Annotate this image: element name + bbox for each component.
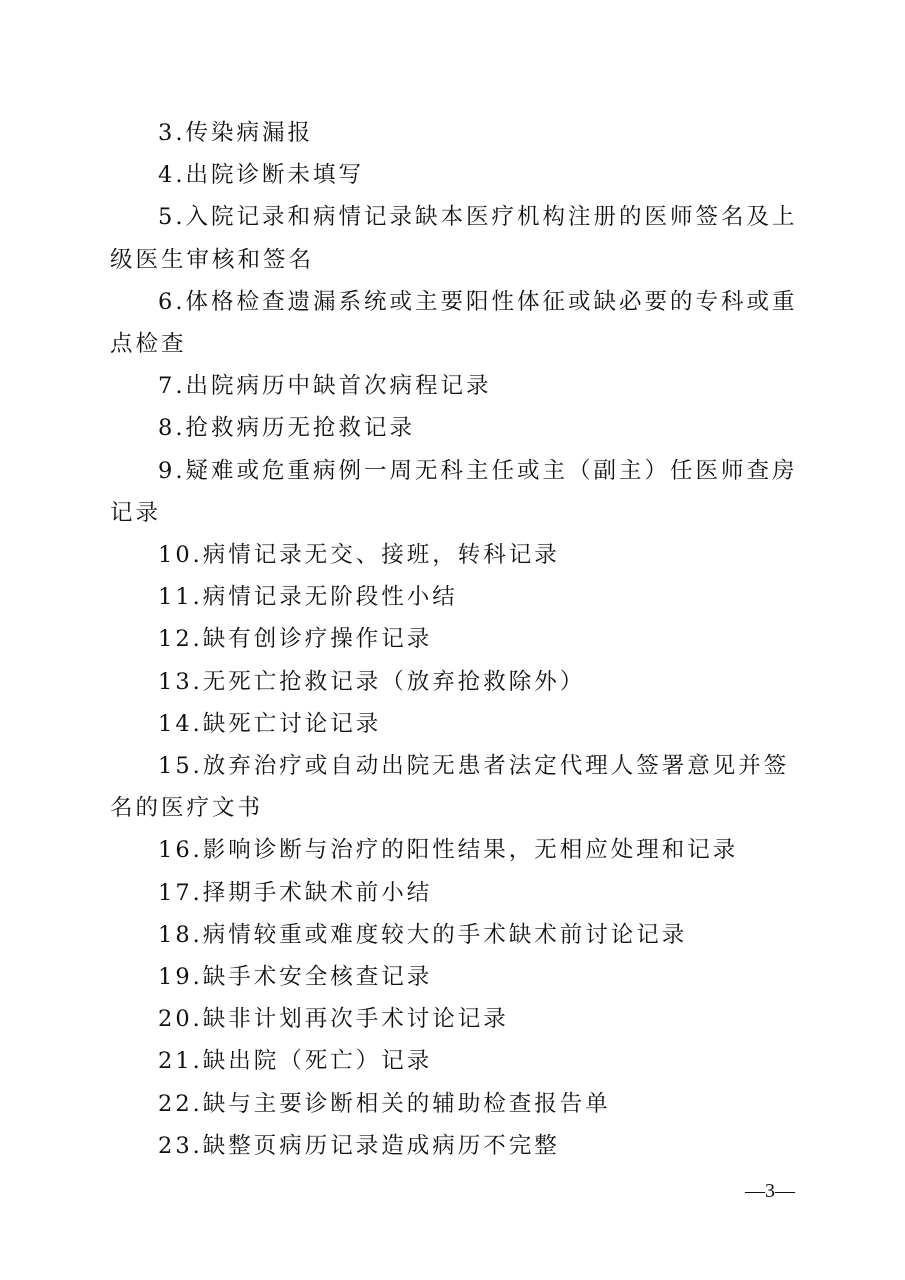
list-item: 23.缺整页病历记录造成病历不完整 (158, 1132, 560, 1159)
list-item: 6.体格检查遗漏系统或主要阳性体征或缺必要的专科或重点检查 (110, 288, 798, 358)
list-item: 3.传染病漏报 (158, 120, 313, 146)
list-item: 17.择期手术缺术前小结 (158, 879, 433, 906)
list-item: 14.缺死亡讨论记录 (158, 710, 382, 737)
list-item: 9.疑难或危重病例一周无科主任或主（副主）任医师查房记录 (110, 457, 798, 526)
list-item: 19.缺手术安全核查记录 (158, 964, 433, 991)
list-item: 18.病情较重或难度较大的手术缺术前讨论记录 (158, 921, 688, 948)
page-number: —3— (745, 1180, 795, 1202)
list-item: 16.影响诊断与治疗的阳性结果，无相应处理和记录 (158, 837, 739, 864)
list-item: 22.缺与主要诊断相关的辅助检查报告单 (158, 1090, 611, 1117)
list-item: 20.缺非计划再次手术讨论记录 (158, 1006, 509, 1033)
defect-list (110, 112, 800, 1167)
list-item: 5.入院记录和病情记录缺本医疗机构注册的医师签名及上级医生审核和签名 (110, 204, 798, 273)
list-item: 15.放弃治疗或自动出院无患者法定代理人签署意见并签名的医疗文书 (110, 753, 790, 822)
list-item: 21.缺出院（死亡）记录 (158, 1048, 433, 1075)
list-item: 4.出院诊断未填写 (158, 162, 364, 189)
list-item: 7.出院病历中缺首次病程记录 (158, 373, 492, 400)
list-item: 12.缺有创诊疗操作记录 (158, 626, 433, 653)
list-item: 11.病情记录无阶段性小结 (158, 584, 458, 611)
list-item: 8.抢救病历无抢救记录 (158, 415, 415, 442)
list-item: 10.病情记录无交、接班，转科记录 (158, 542, 560, 569)
list-item: 13.无死亡抢救记录（放弃抢救除外） (158, 668, 586, 695)
